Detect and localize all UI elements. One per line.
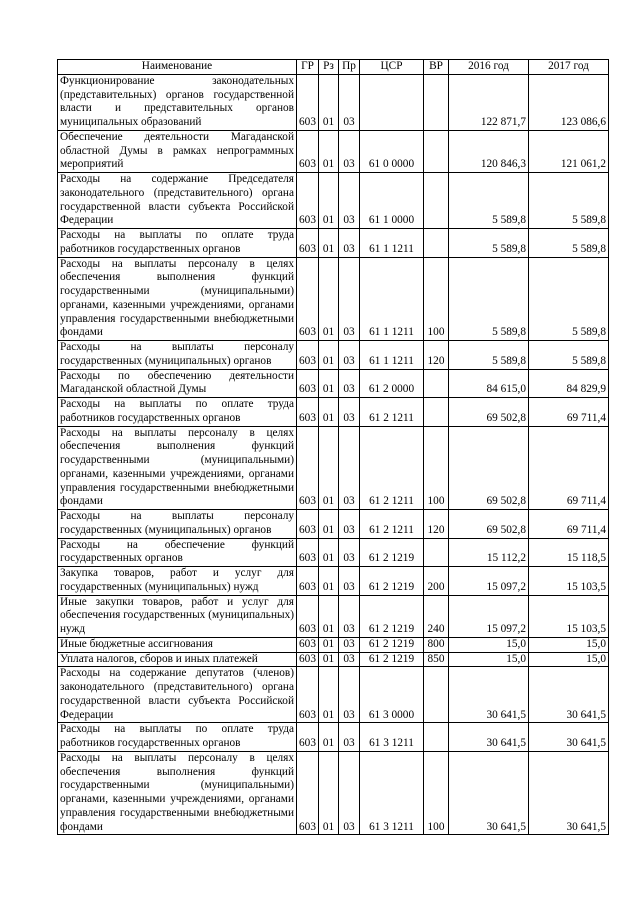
cell-vr [424, 74, 449, 130]
cell-2017: 15 103,5 [529, 567, 609, 596]
cell-rz: 01 [319, 595, 339, 637]
cell-2017: 69 711,4 [529, 426, 609, 510]
table-row [58, 652, 609, 667]
cell-rz: 01 [319, 567, 339, 596]
table-row [58, 173, 609, 229]
cell-pr: 03 [339, 652, 360, 667]
cell-csr: 61 2 1219 [360, 567, 424, 596]
cell-csr: 61 1 1211 [360, 229, 424, 258]
table-row [58, 369, 609, 398]
header-name: Наименование [58, 60, 297, 75]
cell-vr: 850 [424, 652, 449, 667]
cell-gr: 603 [297, 538, 319, 567]
cell-gr: 603 [297, 398, 319, 427]
cell-gr: 603 [297, 74, 319, 130]
cell-gr: 603 [297, 595, 319, 637]
cell-gr: 603 [297, 130, 319, 172]
cell-vr: 800 [424, 637, 449, 652]
cell-vr [424, 369, 449, 398]
cell-pr: 03 [339, 567, 360, 596]
cell-name: Расходы на выплаты персоналу государственных (муниципальных) органов [58, 341, 297, 370]
cell-gr: 603 [297, 723, 319, 752]
cell-pr: 03 [339, 723, 360, 752]
cell-csr: 61 2 1211 [360, 426, 424, 510]
cell-2016: 5 589,8 [449, 257, 529, 341]
cell-csr: 61 2 1219 [360, 538, 424, 567]
cell-name: Расходы на выплаты персоналу государственных (муниципальных) органов [58, 510, 297, 539]
table-row [58, 637, 609, 652]
cell-gr: 603 [297, 652, 319, 667]
cell-2017: 121 061,2 [529, 130, 609, 172]
cell-2016: 5 589,8 [449, 229, 529, 258]
cell-pr: 03 [339, 510, 360, 539]
cell-pr: 03 [339, 130, 360, 172]
cell-csr: 61 1 1211 [360, 257, 424, 341]
cell-pr: 03 [339, 74, 360, 130]
cell-gr: 603 [297, 229, 319, 258]
table-row [58, 130, 609, 172]
cell-2016: 84 615,0 [449, 369, 529, 398]
cell-pr: 03 [339, 398, 360, 427]
cell-rz: 01 [319, 74, 339, 130]
cell-2016: 15,0 [449, 637, 529, 652]
cell-2017: 30 641,5 [529, 751, 609, 835]
header-csr: ЦСР [360, 60, 424, 75]
table-row [58, 510, 609, 539]
header-2017: 2017 год [529, 60, 609, 75]
cell-vr: 200 [424, 567, 449, 596]
cell-2017: 69 711,4 [529, 398, 609, 427]
cell-2016: 120 846,3 [449, 130, 529, 172]
cell-vr: 240 [424, 595, 449, 637]
cell-gr: 603 [297, 426, 319, 510]
cell-name: Расходы на выплаты персоналу в целях обеспечения выполнения функций государственными (муниципальными) органами, казенными учреждениями, органами управления государственными внебюджетными фондами [58, 751, 297, 835]
cell-rz: 01 [319, 257, 339, 341]
cell-2016: 122 871,7 [449, 74, 529, 130]
cell-pr: 03 [339, 257, 360, 341]
cell-vr [424, 130, 449, 172]
cell-name: Расходы на обеспечение функций государственных органов [58, 538, 297, 567]
cell-pr: 03 [339, 538, 360, 567]
cell-name: Расходы на выплаты персоналу в целях обеспечения выполнения функций государственными (муниципальными) органами, казенными учреждениями, органами управления государственными внебюджетными фондами [58, 257, 297, 341]
cell-name: Расходы на содержание депутатов (членов) законодательного (представительного) органа государственной власти субъекта Российской Федерации [58, 667, 297, 723]
cell-2017: 15 103,5 [529, 595, 609, 637]
cell-name: Закупка товаров, работ и услуг для государственных (муниципальных) нужд [58, 567, 297, 596]
table-row [58, 257, 609, 341]
header-vr: ВР [424, 60, 449, 75]
cell-gr: 603 [297, 667, 319, 723]
cell-vr [424, 173, 449, 229]
table-row [58, 667, 609, 723]
cell-2017: 15,0 [529, 652, 609, 667]
cell-2017: 5 589,8 [529, 341, 609, 370]
cell-name: Расходы на выплаты по оплате труда работников государственных органов [58, 229, 297, 258]
cell-rz: 01 [319, 723, 339, 752]
cell-vr: 100 [424, 426, 449, 510]
cell-csr: 61 2 1219 [360, 637, 424, 652]
cell-name: Иные закупки товаров, работ и услуг для обеспечения государственных (муниципальных) нужд [58, 595, 297, 637]
cell-rz: 01 [319, 130, 339, 172]
cell-vr: 100 [424, 751, 449, 835]
table-row [58, 229, 609, 258]
header-rz: Рз [319, 60, 339, 75]
cell-pr: 03 [339, 751, 360, 835]
cell-rz: 01 [319, 426, 339, 510]
cell-gr: 603 [297, 173, 319, 229]
table-row [58, 341, 609, 370]
cell-2017: 15,0 [529, 637, 609, 652]
header-pr: Пр [339, 60, 360, 75]
cell-name: Расходы на выплаты персоналу в целях обеспечения выполнения функций государственными (муниципальными) органами, казенными учреждениями, органами управления государственными внебюджетными фондами [58, 426, 297, 510]
cell-vr [424, 398, 449, 427]
cell-pr: 03 [339, 229, 360, 258]
cell-2016: 69 502,8 [449, 426, 529, 510]
cell-csr: 61 2 1219 [360, 595, 424, 637]
cell-2017: 30 641,5 [529, 667, 609, 723]
cell-vr [424, 667, 449, 723]
cell-csr: 61 0 0000 [360, 130, 424, 172]
cell-name: Расходы на выплаты по оплате труда работников государственных органов [58, 723, 297, 752]
cell-2016: 15 112,2 [449, 538, 529, 567]
cell-csr: 61 3 1211 [360, 751, 424, 835]
cell-csr: 61 1 0000 [360, 173, 424, 229]
cell-2016: 15 097,2 [449, 595, 529, 637]
cell-2017: 15 118,5 [529, 538, 609, 567]
cell-2017: 30 641,5 [529, 723, 609, 752]
cell-gr: 603 [297, 510, 319, 539]
cell-csr: 61 2 1211 [360, 510, 424, 539]
cell-name: Функционирование законодательных (представительных) органов государственной власти и представительных органов муниципальных образований [58, 74, 297, 130]
cell-rz: 01 [319, 341, 339, 370]
table-row [58, 74, 609, 130]
cell-2016: 69 502,8 [449, 398, 529, 427]
cell-2016: 15 097,2 [449, 567, 529, 596]
cell-pr: 03 [339, 173, 360, 229]
cell-2016: 30 641,5 [449, 667, 529, 723]
header-gr: ГР [297, 60, 319, 75]
cell-2017: 5 589,8 [529, 257, 609, 341]
table-row [58, 595, 609, 637]
table-row [58, 398, 609, 427]
cell-name: Обеспечение деятельности Магаданской областной Думы в рамках непрограммных мероприятий [58, 130, 297, 172]
cell-rz: 01 [319, 751, 339, 835]
cell-csr: 61 2 1219 [360, 652, 424, 667]
cell-vr [424, 538, 449, 567]
table-row [58, 426, 609, 510]
cell-2017: 5 589,8 [529, 229, 609, 258]
cell-2016: 5 589,8 [449, 341, 529, 370]
cell-2017: 123 086,6 [529, 74, 609, 130]
cell-name: Расходы по обеспечению деятельности Магаданской областной Думы [58, 369, 297, 398]
cell-rz: 01 [319, 398, 339, 427]
cell-2016: 30 641,5 [449, 723, 529, 752]
cell-pr: 03 [339, 667, 360, 723]
cell-2017: 5 589,8 [529, 173, 609, 229]
cell-vr [424, 229, 449, 258]
cell-name: Уплата налогов, сборов и иных платежей [58, 652, 297, 667]
cell-csr: 61 2 0000 [360, 369, 424, 398]
cell-pr: 03 [339, 595, 360, 637]
cell-csr: 61 1 1211 [360, 341, 424, 370]
cell-rz: 01 [319, 538, 339, 567]
cell-csr [360, 74, 424, 130]
table-row [58, 723, 609, 752]
cell-gr: 603 [297, 567, 319, 596]
cell-vr: 120 [424, 510, 449, 539]
cell-rz: 01 [319, 229, 339, 258]
cell-name: Расходы на содержание Председателя законодательного (представительного) органа государственной власти субъекта Российской Федерации [58, 173, 297, 229]
cell-rz: 01 [319, 652, 339, 667]
cell-csr: 61 3 0000 [360, 667, 424, 723]
table-row [58, 567, 609, 596]
cell-2017: 69 711,4 [529, 510, 609, 539]
budget-document [57, 59, 609, 835]
table-header-row [58, 60, 609, 75]
cell-csr: 61 2 1211 [360, 398, 424, 427]
cell-vr: 120 [424, 341, 449, 370]
cell-rz: 01 [319, 637, 339, 652]
cell-gr: 603 [297, 257, 319, 341]
budget-table [57, 59, 609, 835]
cell-2016: 5 589,8 [449, 173, 529, 229]
cell-pr: 03 [339, 341, 360, 370]
cell-pr: 03 [339, 426, 360, 510]
cell-rz: 01 [319, 667, 339, 723]
cell-pr: 03 [339, 637, 360, 652]
cell-rz: 01 [319, 369, 339, 398]
cell-name: Иные бюджетные ассигнования [58, 637, 297, 652]
cell-gr: 603 [297, 369, 319, 398]
cell-2016: 69 502,8 [449, 510, 529, 539]
cell-rz: 01 [319, 173, 339, 229]
cell-csr: 61 3 1211 [360, 723, 424, 752]
cell-pr: 03 [339, 369, 360, 398]
table-row [58, 751, 609, 835]
cell-rz: 01 [319, 510, 339, 539]
cell-2016: 15,0 [449, 652, 529, 667]
cell-gr: 603 [297, 637, 319, 652]
cell-gr: 603 [297, 341, 319, 370]
cell-gr: 603 [297, 751, 319, 835]
table-row [58, 538, 609, 567]
header-2016: 2016 год [449, 60, 529, 75]
cell-2017: 84 829,9 [529, 369, 609, 398]
cell-name: Расходы на выплаты по оплате труда работников государственных органов [58, 398, 297, 427]
cell-vr: 100 [424, 257, 449, 341]
cell-vr [424, 723, 449, 752]
cell-2016: 30 641,5 [449, 751, 529, 835]
